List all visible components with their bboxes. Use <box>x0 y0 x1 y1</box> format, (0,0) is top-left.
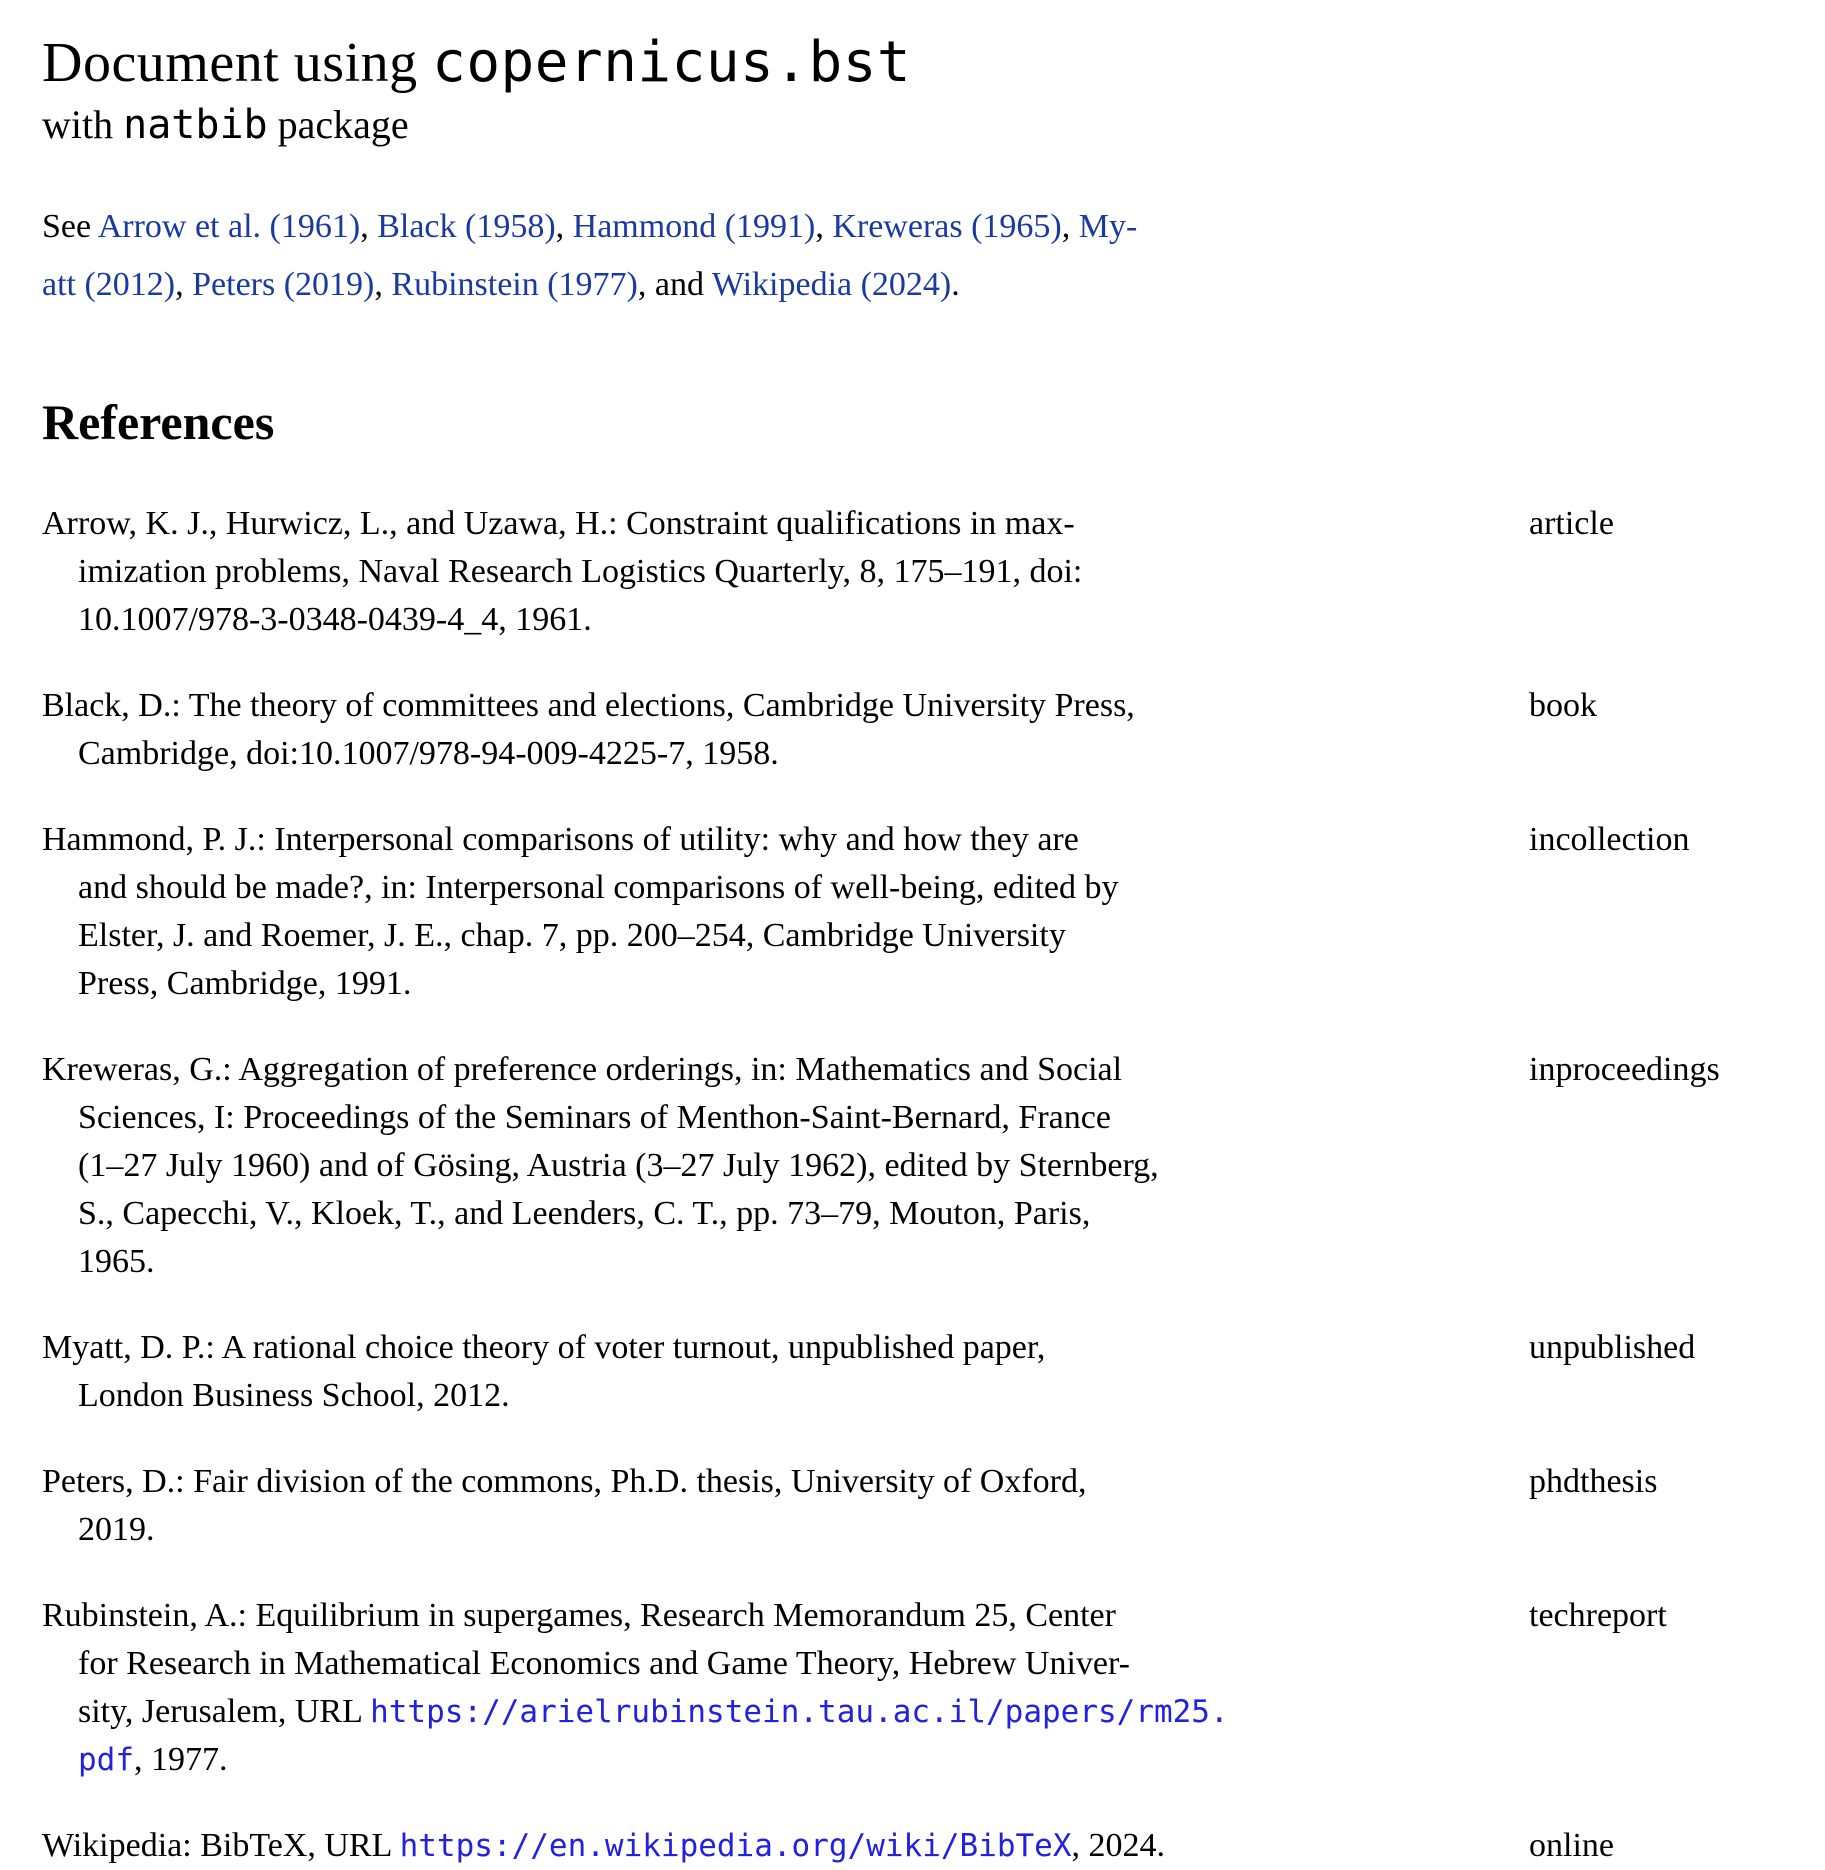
citation-line <box>42 198 1482 256</box>
text-run: 10.1007/978-3-0348-0439-4_4, 1961. <box>78 601 592 638</box>
text-run: S., Capecchi, V., Kloek, T., and Leenders, C. T., pp. 73–79, Mouton, Paris, <box>78 1195 1091 1232</box>
text-run: Myatt, D. P.: A rational choice theory of voter turnout, unpublished paper, <box>42 1329 1046 1366</box>
entry-type-label: unpublished <box>1529 1329 1696 1366</box>
reference-line <box>42 1372 1470 1420</box>
url-link[interactable]: https://arielrubinstein.tau.ac.il/papers/rm25. <box>370 1694 1229 1730</box>
citation-link[interactable]: Hammond (1991) <box>572 208 816 245</box>
reference-line <box>42 548 1470 596</box>
reference-line <box>42 1688 1470 1736</box>
text-run: Black, D.: The theory of committees and elections, Cambridge University Press, <box>42 687 1135 724</box>
reference-line <box>42 816 1470 864</box>
references-heading: References <box>42 394 275 450</box>
document-subtitle <box>42 100 1825 150</box>
citation-paragraph <box>42 198 1482 314</box>
text-run: Cambridge, doi:10.1007/978-94-009-4225-7, 1958. <box>78 735 779 772</box>
text-run: with <box>42 102 124 147</box>
text-run: See <box>42 208 98 245</box>
citation-link[interactable]: Kreweras (1965) <box>832 208 1062 245</box>
text-run: package <box>267 102 409 147</box>
document-header <box>42 30 1825 150</box>
text-run: Hammond, P. J.: Interpersonal comparisons of utility: why and how they are <box>42 821 1079 858</box>
text-run: 2019. <box>78 1511 155 1548</box>
text-run: and should be made?, in: Interpersonal comparisons of well-being, edited by <box>78 869 1119 906</box>
reference-line <box>42 1046 1470 1094</box>
reference-line <box>42 1506 1470 1554</box>
entry-type-label: inproceedings <box>1529 1051 1720 1088</box>
text-run: , <box>175 266 193 303</box>
entry-type-label: incollection <box>1529 821 1690 858</box>
reference-line <box>42 1094 1470 1142</box>
reference-line <box>42 1458 1470 1506</box>
text-run: Sciences, I: Proceedings of the Seminars of Menthon-Saint-Bernard, France <box>78 1099 1111 1136</box>
text-run: Wikipedia: BibTeX, URL <box>42 1827 400 1864</box>
entry-type-label: techreport <box>1529 1597 1667 1634</box>
text-run: Rubinstein, A.: Equilibrium in supergames, Research Memorandum 25, Center <box>42 1597 1116 1634</box>
reference-line <box>42 1822 1470 1870</box>
url-link[interactable]: https://en.wikipedia.org/wiki/BibTeX <box>399 1828 1072 1864</box>
reference-line <box>42 1324 1470 1372</box>
reference-text <box>42 1822 1470 1870</box>
text-run: , 2024. <box>1071 1827 1165 1864</box>
citation-link[interactable]: My- <box>1078 208 1138 245</box>
text-run: Kreweras, G.: Aggregation of preference orderings, in: Mathematics and Social <box>42 1051 1123 1088</box>
reference-line <box>42 730 1470 778</box>
reference-line <box>42 500 1470 548</box>
text-run: , 1977. <box>134 1741 228 1778</box>
reference-entry <box>42 816 1825 1008</box>
reference-line <box>42 682 1470 730</box>
text-run: Document using <box>42 32 433 94</box>
mono-text-run: copernicus.bst <box>432 30 912 95</box>
text-run: Press, Cambridge, 1991. <box>78 965 412 1002</box>
text-run: London Business School, 2012. <box>78 1377 510 1414</box>
text-run: , <box>1061 208 1079 245</box>
text-run: Peters, D.: Fair division of the commons, Ph.D. thesis, University of Oxford, <box>42 1463 1087 1500</box>
text-run: , <box>374 266 392 303</box>
entry-type-label: book <box>1529 687 1597 724</box>
reference-entry <box>42 1046 1825 1286</box>
text-run: 1965. <box>78 1243 155 1280</box>
entry-type-label: article <box>1529 505 1614 542</box>
entry-type-label: phdthesis <box>1529 1463 1658 1500</box>
citation-link[interactable]: Arrow et al. (1961) <box>97 208 361 245</box>
reference-line <box>42 912 1470 960</box>
reference-line <box>42 1238 1470 1286</box>
text-run: , <box>555 208 573 245</box>
text-run: imization problems, Naval Research Logistics Quarterly, 8, 175–191, doi: <box>78 553 1083 590</box>
reference-text <box>42 1324 1470 1420</box>
reference-entry <box>42 1324 1825 1420</box>
reference-line <box>42 1142 1470 1190</box>
reference-line <box>42 864 1470 912</box>
text-run: for Research in Mathematical Economics and Game Theory, Hebrew Univer- <box>78 1645 1130 1682</box>
text-run: . <box>951 266 960 303</box>
reference-text <box>42 500 1470 644</box>
citation-link[interactable]: Black (1958) <box>377 208 556 245</box>
reference-text <box>42 1592 1470 1784</box>
citation-line <box>42 256 1482 314</box>
mono-text-run: natbib <box>123 102 268 148</box>
reference-text <box>42 682 1470 778</box>
reference-line <box>42 1592 1470 1640</box>
reference-text <box>42 1458 1470 1554</box>
references-list <box>42 500 1825 1870</box>
citation-link[interactable]: Wikipedia (2024) <box>711 266 952 303</box>
document-title <box>42 30 1825 96</box>
reference-entry <box>42 1458 1825 1554</box>
url-link[interactable]: pdf <box>78 1742 134 1778</box>
reference-text <box>42 1046 1470 1286</box>
reference-line <box>42 596 1470 644</box>
reference-line <box>42 1640 1470 1688</box>
reference-entry <box>42 682 1825 778</box>
text-run: sity, Jerusalem, URL <box>78 1693 371 1730</box>
citation-link[interactable]: Rubinstein (1977) <box>391 266 638 303</box>
reference-entry <box>42 500 1825 644</box>
reference-line <box>42 960 1470 1008</box>
text-run: , <box>360 208 378 245</box>
reference-entry <box>42 1822 1825 1870</box>
text-run: Arrow, K. J., Hurwicz, L., and Uzawa, H.: Constraint qualifications in max- <box>42 505 1075 542</box>
text-run: , and <box>637 266 712 303</box>
reference-text <box>42 816 1470 1008</box>
reference-entry <box>42 1592 1825 1784</box>
text-run: Elster, J. and Roemer, J. E., chap. 7, pp. 200–254, Cambridge University <box>78 917 1066 954</box>
reference-line <box>42 1190 1470 1238</box>
reference-line <box>42 1736 1470 1784</box>
citation-link[interactable]: Peters (2019) <box>192 266 375 303</box>
citation-link[interactable]: att (2012) <box>42 266 176 303</box>
text-run: , <box>815 208 833 245</box>
entry-type-label: online <box>1529 1827 1614 1864</box>
text-run: (1–27 July 1960) and of Gösing, Austria (3–27 July 1962), edited by Sternberg, <box>78 1147 1159 1184</box>
